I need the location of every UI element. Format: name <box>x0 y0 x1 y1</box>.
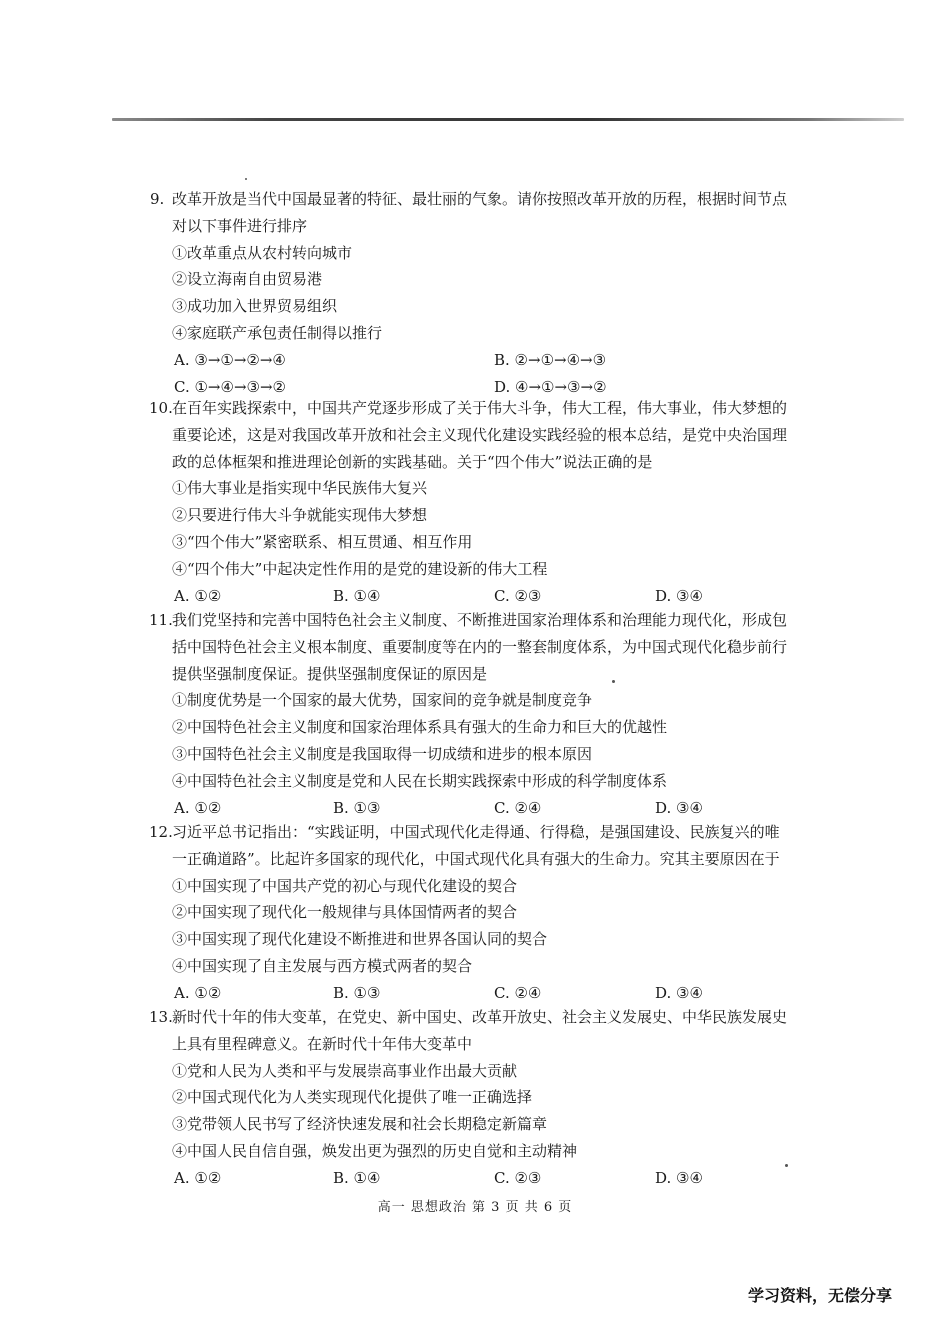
statement-item: ①制度优势是一个国家的最大优势，国家间的竞争就是制度竞争 <box>172 691 593 710</box>
option-a[interactable]: A. ③→①→②→④ <box>174 350 286 369</box>
scan-speck <box>612 680 615 683</box>
option-a[interactable]: A. ①② <box>174 798 222 817</box>
stem-line: 习近平总书记指出：“实践证明，中国式现代化走得通、行得稳，是强国建设、民族复兴的唯 <box>172 823 780 841</box>
statement-item: ④家庭联产承包责任制得以推行 <box>172 323 383 342</box>
option-d[interactable]: D. ③④ <box>655 798 703 817</box>
scan-speck <box>245 178 247 180</box>
statement-item: ④“四个伟大”中起决定性作用的是党的建设新的伟大工程 <box>172 559 548 578</box>
options-row <box>172 347 842 374</box>
question-stem <box>172 819 842 1007</box>
statement-item: ③党带领人民书写了经济快速发展和社会长期稳定新篇章 <box>172 1115 548 1134</box>
option-a[interactable]: A. ①② <box>174 1168 222 1187</box>
options-row <box>172 1165 842 1192</box>
statement-item: ③中国特色社会主义制度是我国取得一切成绩和进步的根本原因 <box>172 744 593 763</box>
statement-item: ④中国特色社会主义制度是党和人民在长期实践探索中形成的科学制度体系 <box>172 771 668 790</box>
statement-item: ①改革重点从农村转向城市 <box>172 243 353 262</box>
option-c[interactable]: C. ②④ <box>494 983 542 1002</box>
option-d[interactable]: D. ③④ <box>655 586 703 605</box>
option-a[interactable]: A. ①② <box>174 586 222 605</box>
option-d[interactable]: D. ④→①→③→② <box>494 377 607 396</box>
question-stem <box>172 395 842 609</box>
stem-line: 在百年实践探索中，中国共产党逐步形成了关于伟大斗争，伟大工程，伟大事业，伟大梦想的 <box>172 399 788 417</box>
option-a[interactable]: A. ①② <box>174 983 222 1002</box>
option-c[interactable]: C. ②③ <box>494 1168 542 1187</box>
statement-item: ②中国实现了现代化一般规律与具体国情两者的契合 <box>172 903 518 922</box>
question-stem <box>172 607 842 821</box>
question-number: 10. <box>149 399 173 417</box>
stem-line: 括中国特色社会主义根本制度、重要制度等在内的一整套制度体系，为中国式现代化稳步前行 <box>172 637 788 656</box>
statement-item: ①党和人民为人类和平与发展崇高事业作出最大贡献 <box>172 1061 518 1080</box>
statement-item: ④中国人民自信自强，焕发出更为强烈的历史自觉和主动精神 <box>172 1141 578 1160</box>
stem-line: 对以下事件进行排序 <box>172 216 308 235</box>
statement-item: ③中国实现了现代化建设不断推进和世界各国认同的契合 <box>172 930 548 949</box>
option-d[interactable]: D. ③④ <box>655 983 703 1002</box>
option-c[interactable]: C. ①→④→③→② <box>174 377 286 396</box>
options-row <box>172 980 842 1007</box>
stem-line: 新时代十年的伟大变革，在党史、新中国史、改革开放史、社会主义发展史、中华民族发展史 <box>172 1008 788 1026</box>
option-b[interactable]: B. ①③ <box>333 798 381 817</box>
stem-line: 上具有里程碑意义。在新时代十年伟大变革中 <box>172 1034 473 1053</box>
statement-item: ②中国特色社会主义制度和国家治理体系具有强大的生命力和巨大的优越性 <box>172 718 668 737</box>
question-stem <box>172 186 842 400</box>
option-d[interactable]: D. ③④ <box>655 1168 703 1187</box>
question-number: 11. <box>149 611 173 629</box>
stem-line: 提供坚强制度保证。提供坚强制度保证的原因是 <box>172 664 488 683</box>
option-c[interactable]: C. ②③ <box>494 586 542 605</box>
question-stem <box>172 1004 842 1192</box>
statement-item: ④中国实现了自主发展与西方模式两者的契合 <box>172 956 473 975</box>
statement-item: ②只要进行伟大斗争就能实现伟大梦想 <box>172 506 428 525</box>
page-footer: 高一 思想政治 第 3 页 共 6 页 <box>377 1200 573 1215</box>
option-b[interactable]: B. ①③ <box>333 983 381 1002</box>
statement-item: ②中国式现代化为人类实现现代化提供了唯一正确选择 <box>172 1088 533 1107</box>
header-rule <box>112 118 904 121</box>
option-c[interactable]: C. ②④ <box>494 798 542 817</box>
option-b[interactable]: B. ②→①→④→③ <box>494 350 607 369</box>
option-b[interactable]: B. ①④ <box>333 1168 381 1187</box>
stem-line: 政的总体框架和推进理论创新的实践基础。关于“四个伟大”说法正确的是 <box>172 452 653 471</box>
question-number: 12. <box>149 823 173 841</box>
watermark: 学习资料，无偿分享 <box>747 1286 892 1305</box>
stem-line: 重要论述，这是对我国改革开放和社会主义现代化建设实践经验的根本总结，是党中央治国理 <box>172 425 788 444</box>
stem-line: 一正确道路”。比起许多国家的现代化，中国式现代化具有强大的生命力。究其主要原因在于 <box>172 849 780 868</box>
statement-item: ①伟大事业是指实现中华民族伟大复兴 <box>172 479 428 498</box>
options-row <box>172 583 842 610</box>
option-b[interactable]: B. ①④ <box>333 586 381 605</box>
options-row <box>172 795 842 822</box>
stem-line: 改革开放是当代中国最显著的特征、最壮丽的气象。请你按照改革开放的历程，根据时间节点 <box>172 190 788 208</box>
scan-speck <box>785 1164 788 1167</box>
question-number: 9. <box>150 190 165 208</box>
statement-item: ①中国实现了中国共产党的初心与现代化建设的契合 <box>172 876 518 895</box>
stem-line: 我们党坚持和完善中国特色社会主义制度、不断推进国家治理体系和治理能力现代化，形成包 <box>172 611 788 629</box>
statement-item: ③成功加入世界贸易组织 <box>172 297 338 316</box>
statement-item: ③“四个伟大”紧密联系、相互贯通、相互作用 <box>172 532 473 551</box>
statement-item: ②设立海南自由贸易港 <box>172 270 323 289</box>
question-number: 13. <box>149 1008 173 1026</box>
